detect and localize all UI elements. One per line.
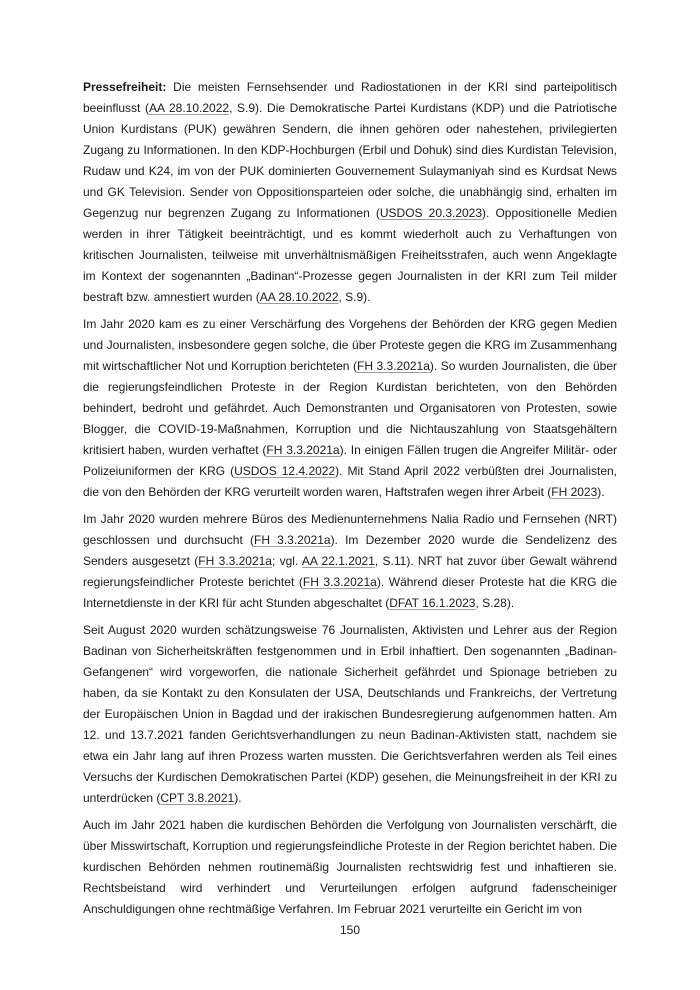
- paragraph: [83, 77, 617, 308]
- document-body: [83, 77, 617, 926]
- paragraph: [83, 620, 617, 809]
- text-run: , S.9). Die Demokratische Partei Kurdistans (KDP) und die Patriotische Union Kurdistans (PUK) gewähren Sendern, die ihnen gehören oder nahestehen, privilegierten Zugang zu Informationen. In den KDP-Hochburgen (Erbil und Dohuk) sind dies Kurdistan Television, Rudaw und K24, im von der PUK dominierten Gouvernement Sulaymaniyah sind es Kurdsat News und GK Television. Sender von Oppositionsparteien oder solche, die unabhängig sind, erhalten im Gegenzug nur begrenzen Zugang zu Informationen (: [83, 101, 617, 220]
- text-run: ). Oppositionelle Medien werden in ihrer Tätigkeit beeinträchtigt, und es kommt wiederholt auch zu Verhaftungen von kritischen Journalisten, teilweise mit unverhältnismäßigen Freiheitsstrafen, auch wenn Angeklagte im Kontext der sogenannten „Badinan“-Prozesse gegen Journalisten in der KRI zum Teil milder bestraft bzw. amnestiert wurden (: [83, 206, 617, 304]
- paragraph-lead-bold: Pressefreiheit:: [83, 80, 174, 94]
- citation-link[interactable]: CPT 3.8.2021: [160, 791, 235, 805]
- paragraph: [83, 314, 617, 503]
- text-run: ). Mit Stand April 2022 verbüßten drei Journalisten, die von den Behörden der KRG verurteilt worden waren, Haftstrafen wegen ihrer Arbeit (: [83, 464, 617, 499]
- citation-link[interactable]: USDOS 12.4.2022: [234, 464, 336, 478]
- text-run: ; vgl.: [271, 554, 302, 568]
- text-run: ). So wurden Journalisten, die über die regierungsfeindlichen Proteste in der Region Kurdistan berichteten, von den Behörden behindert, bedroht und gefährdet. Auch Demonstranten und Organisatoren von Protesten, sowie Blogger, die COVID-19-Maßnahmen, Korruption und die Nichtauszahlung von Staatsgehältern kritisiert haben, wurden verhaftet (: [83, 359, 618, 457]
- page-number: 150: [339, 923, 361, 937]
- citation-link[interactable]: USDOS 20.3.2023: [379, 206, 483, 220]
- text-run: Seit August 2020 wurden schätzungsweise 76 Journalisten, Aktivisten und Lehrer aus der Region Badinan von Sicherheitskräften festgenommen und in Erbil inhaftiert. Den sogenannten „Badinan-Gefangenen“ wird vorgeworfen, die nationale Sicherheit gefährdet und Spionage betrieben zu haben, da sie Kontakt zu den Konsulaten der USA, Deutschlands und Frankreichs, der Vertretung der Europäischen Union in Bagdad und der irakischen Bundesregierung aufgenommen hatten. Am 12. und 13.7.2021 fanden Gerichtsverhandlungen zu neun Badinan-Aktivisten statt, nachdem sie etwa ein Jahr lang auf ihren Prozess warten mussten. Die Gerichtsverfahren werden als Teil eines Versuchs der Kurdischen Demokratischen Partei (KDP) gesehen, die Meinungsfreiheit in der KRI zu unterdrücken (: [83, 623, 617, 805]
- text-run: ).: [234, 791, 242, 805]
- text-run: ). Im Dezember 2020 wurde die Sendelizenz des Senders ausgesetzt (: [83, 533, 617, 568]
- citation-link[interactable]: FH 3.3.2021a: [253, 533, 331, 547]
- citation-link[interactable]: FH 2023: [551, 485, 598, 499]
- text-run: , S.28).: [475, 596, 515, 610]
- text-run: ).: [597, 485, 605, 499]
- citation-link[interactable]: AA 22.1.2021: [301, 554, 375, 568]
- text-run: Im Jahr 2020 wurden mehrere Büros des Medienunternehmens Nalia Radio und Fernsehen (NRT) geschlossen und durchsucht (: [83, 512, 617, 547]
- citation-link[interactable]: FH 3.3.2021a: [266, 443, 340, 457]
- paragraph: [83, 509, 617, 614]
- text-run: ). In einigen Fällen trugen die Angreifer Militär- oder Polizeiuniformen der KRG (: [83, 443, 618, 478]
- text-run: ). Während dieser Proteste hat die KRG die Internetdienste in der KRI für acht Stunden abgeschaltet (: [83, 575, 617, 610]
- paragraph: [83, 815, 617, 920]
- text-run: , S.11). NRT hat zuvor über Gewalt während regierungsfeindlicher Proteste berichtet (: [83, 554, 617, 589]
- citation-link[interactable]: FH 3.3.2021a: [356, 359, 430, 373]
- text-run: Im Jahr 2020 kam es zu einer Verschärfung des Vorgehens der Behörden der KRG gegen Medien und Journalisten, insbesondere gegen solche, die über Proteste gegen die KRG im Zusammenhang mit wirtschaftlicher Not und Korruption berichteten (: [83, 317, 617, 373]
- citation-link[interactable]: FH 3.3.2021a: [198, 554, 272, 568]
- citation-link[interactable]: FH 3.3.2021a: [302, 575, 377, 589]
- citation-link[interactable]: DFAT 16.1.2023: [389, 596, 476, 610]
- text-run: Auch im Jahr 2021 haben die kurdischen Behörden die Verfolgung von Journalisten verschärft, die über Misswirtschaft, Korruption und regierungsfeindliche Proteste in der Region berichtet haben. Die kurdischen Behörden nehmen routinemäßig Journalisten rechtswidrig fest und inhaftieren sie. Rechtsbeistand wird verhindert und Verurteilungen erfolgen aufgrund fadenscheiniger Anschuldigungen ohne rechtmäßige Verfahren. Im Februar 2021 verurteilte ein Gericht im von: [83, 818, 617, 916]
- text-run: Die meisten Fernsehsender und Radiostationen in der KRI sind parteipolitisch beeinflusst (: [83, 80, 617, 115]
- citation-link[interactable]: AA 28.10.2022: [149, 101, 230, 115]
- citation-link[interactable]: AA 28.10.2022: [259, 290, 339, 304]
- text-run: , S.9).: [338, 290, 371, 304]
